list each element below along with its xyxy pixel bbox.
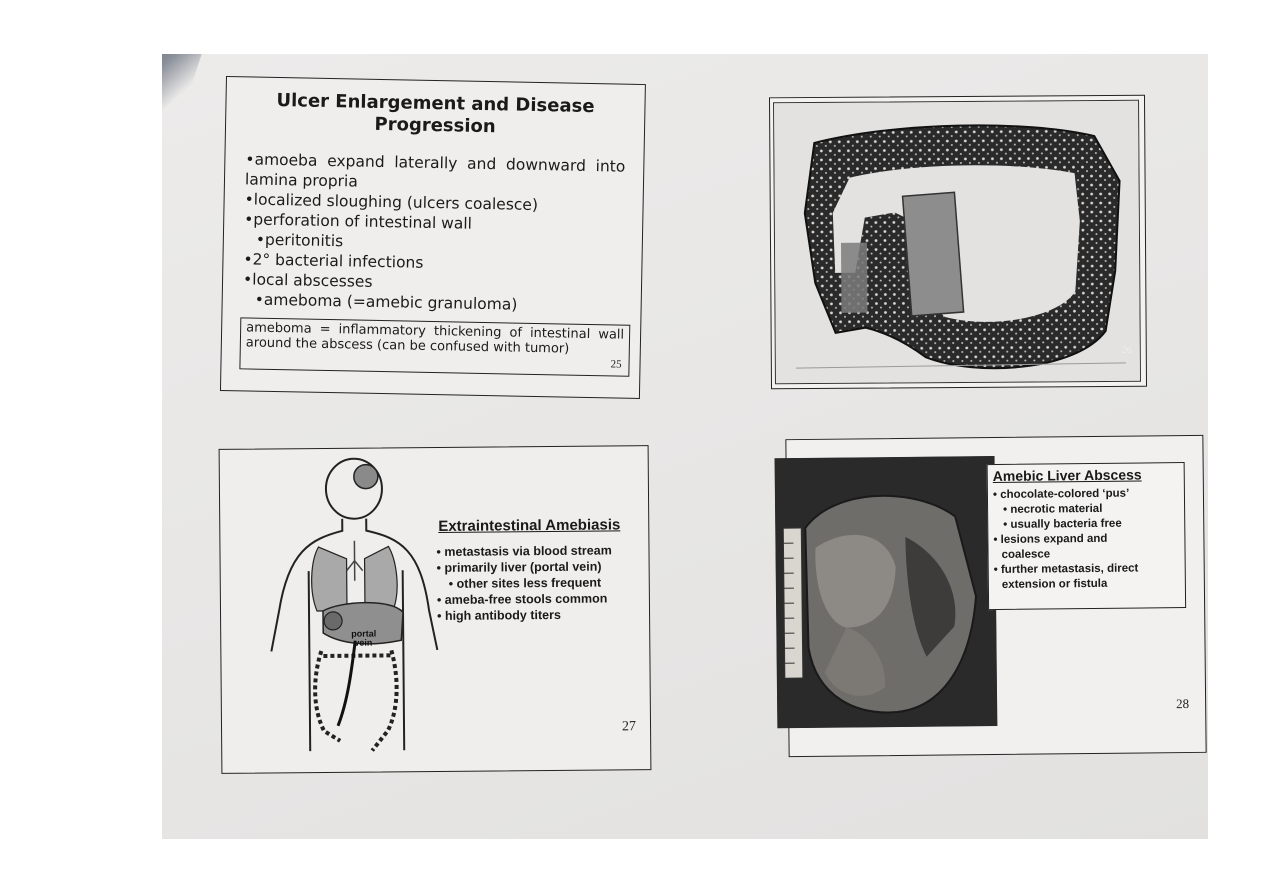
liver-specimen-illustration [775, 456, 998, 728]
body-diagram [250, 450, 453, 772]
bullet-subitem: • other sites less frequent [448, 575, 602, 591]
bullet-item: • chocolate-colored ‘pus’ [992, 487, 1130, 502]
bullet-list [436, 542, 647, 624]
slide-26 [769, 95, 1147, 390]
definition-box: ameboma = inflammatory thickening of intestinal wall around the abscess (can be confused with tumor) [239, 317, 630, 376]
bullet-item: • high antibody titers [436, 607, 561, 623]
bullet-list [243, 149, 626, 316]
bullet-item: • ameba-free stools common [436, 591, 608, 607]
bullet-subitem: •peritonitis [255, 230, 344, 251]
bullet-list [993, 486, 1180, 593]
bullet-item: •2° bacterial infections [243, 250, 424, 272]
slide-number: 25 [610, 358, 622, 371]
slide-title [226, 89, 645, 141]
page-corner-shadow [162, 54, 204, 131]
slide-25 [220, 76, 646, 399]
scanned-page [162, 54, 1208, 839]
bullet-continuation: extension or fistula [1001, 577, 1108, 591]
slide-heading: Amebic Liver Abscess [992, 466, 1142, 485]
bullet-item: • lesions expand and [993, 532, 1108, 547]
bullet-item: •amoeba expand laterally and downward into lamina propria [244, 150, 626, 191]
slide-number: 28 [1176, 695, 1190, 712]
bullet-subitem: •ameboma (=amebic granuloma) [254, 290, 518, 314]
slide-number: 26 [1121, 344, 1132, 356]
liver-specimen-photo [775, 456, 998, 728]
slide-27 [219, 445, 652, 774]
bullet-subitem: • necrotic material [1003, 502, 1103, 516]
bullet-subitem: • usually bacteria free [1003, 517, 1122, 531]
bullet-item: •localized sloughing (ulcers coalesce) [244, 190, 539, 215]
slide-heading: Extraintestinal Amebiasis [438, 516, 621, 535]
bullet-item: • metastasis via blood stream [436, 543, 612, 559]
bullet-continuation: coalesce [1001, 548, 1051, 561]
slide-number: 27 [621, 719, 637, 735]
bullet-item: •local abscesses [242, 270, 373, 291]
bullet-item: • primarily liver (portal vein) [436, 559, 602, 575]
slide-28 [785, 435, 1206, 757]
bullet-item: • further metastasis, direct [993, 562, 1139, 577]
info-box [987, 462, 1187, 610]
slide-title-line-1: Ulcer Enlargement and Disease [276, 89, 595, 118]
bullet-item: •perforation of intestinal wall [244, 210, 473, 233]
slide-title-line-2: Progression [374, 113, 496, 138]
colon-specimen-illustration [774, 101, 1140, 384]
portal-label: portal [351, 628, 377, 639]
colon-specimen-photo [773, 100, 1141, 385]
vein-label: vein [354, 637, 373, 648]
